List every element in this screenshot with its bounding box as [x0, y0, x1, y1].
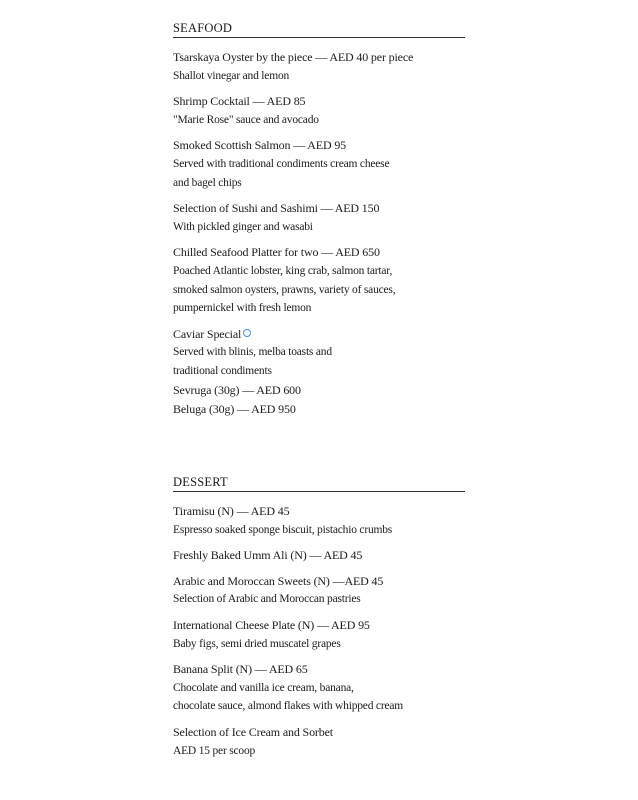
- seafood-section: [173, 20, 465, 427]
- caviar-option: Sevruga (30g) — AED 600: [173, 382, 301, 397]
- item-name: Caviar Special: [173, 326, 242, 341]
- caviar-option: Beluga (30g) — AED 950: [173, 402, 296, 416]
- item-name: Tiramisu (N): [173, 504, 234, 518]
- menu-item: Selection of Sushi and Sashimi — AED 150 With pickled ginger and wasabi: [173, 199, 465, 236]
- item-name: International Cheese Plate (N): [173, 617, 315, 632]
- item-name: Chilled Seafood Platter for two: [173, 245, 319, 260]
- section-title-seafood: SEAFOOD: [173, 20, 465, 38]
- item-name: Selection of Ice Cream and Sorbet: [173, 724, 333, 739]
- menu-item: Chilled Seafood Platter for two — AED 650 Poached Atlantic lobster, king crab, salmon tartar, smoked salmon oysters, prawns, variety of sauces, pumpernickel with fresh lemon: [173, 243, 465, 317]
- item-price: AED 45: [344, 573, 384, 588]
- menu-item: Freshly Baked Umm Ali (N) — AED 45: [173, 548, 363, 563]
- item-name: Shrimp Cocktail: [173, 94, 250, 109]
- menu-item: Smoked Scottish Salmon — AED 95 Served with traditional condiments cream cheese and bagel chips: [173, 136, 465, 192]
- item-name: Banana Split (N): [173, 662, 252, 677]
- item-price: AED 95: [331, 617, 370, 632]
- item-description: traditional condiments: [173, 364, 272, 377]
- menu-item: Arabic and Moroccan Sweets (N) —AED 45 Selection of Arabic and Moroccan pastries: [173, 572, 465, 609]
- item-description: chocolate sauce, almond flakes with whipped cream: [173, 700, 404, 713]
- item-price: AED 85: [266, 94, 306, 109]
- menu-item: Tiramisu (N) — AED 45 Espresso soaked sponge biscuit, pistachio crumbs: [173, 502, 465, 539]
- item-price: AED 40 per piece: [329, 50, 414, 64]
- item-name: Arabic and Moroccan Sweets (N): [173, 573, 330, 588]
- item-description: Espresso soaked sponge biscuit, pistachio crumbs: [173, 523, 393, 536]
- item-description: and bagel chips: [173, 176, 242, 189]
- item-description: Selection of Arabic and Moroccan pastries: [173, 593, 361, 606]
- menu-item: Banana Split (N) — AED 65 Chocolate and vanilla ice cream, banana, chocolate sauce, almond flakes with whipped cream: [173, 660, 465, 716]
- item-name: Smoked Scottish Salmon: [173, 138, 291, 153]
- item-description: Served with blinis, melba toasts and: [173, 346, 332, 359]
- item-description: Served with traditional condiments cream cheese: [173, 157, 390, 170]
- menu-item: Tsarskaya Oyster by the piece — AED 40 per piece Shallot vinegar and lemon: [173, 48, 465, 85]
- dessert-section: [173, 474, 465, 767]
- menu-item: [173, 723, 465, 760]
- item-name: Tsarskaya Oyster by the piece: [173, 50, 313, 64]
- menu-item: International Cheese Plate (N) — AED 95 Baby figs, semi dried muscatel grapes: [173, 616, 465, 653]
- item-description: Poached Atlantic lobster, king crab, salmon tartar,: [173, 264, 393, 277]
- item-name: Selection of Sushi and Sashimi: [173, 201, 318, 216]
- item-description: Shallot vinegar and lemon: [173, 69, 290, 82]
- item-description: "Marie Rose" sauce and avocado: [173, 113, 319, 126]
- item-price: AED 650: [335, 245, 380, 260]
- item-description: Baby figs, semi dried muscatel grapes: [173, 637, 341, 650]
- caviar-item: [173, 325, 465, 420]
- item-price: AED 95: [307, 138, 347, 153]
- circle-icon: [243, 329, 251, 337]
- item-description: Chocolate and vanilla ice cream, banana,: [173, 681, 354, 694]
- item-description: With pickled ginger and wasabi: [173, 220, 313, 233]
- item-description: pumpernickel with fresh lemon: [173, 302, 312, 315]
- item-description: AED 15 per scoop: [173, 744, 256, 757]
- section-title-dessert: DESSERT: [173, 474, 465, 492]
- item-price: AED 150: [334, 201, 380, 216]
- item-price: AED 65: [268, 662, 308, 677]
- item-description: smoked salmon oysters, prawns, variety of sauces,: [173, 283, 396, 296]
- menu-item: Shrimp Cocktail — AED 85 "Marie Rose" sauce and avocado: [173, 92, 465, 129]
- item-name: Freshly Baked Umm Ali (N): [173, 548, 307, 563]
- item-price: AED 45: [323, 548, 363, 563]
- item-price: AED 45: [250, 504, 290, 518]
